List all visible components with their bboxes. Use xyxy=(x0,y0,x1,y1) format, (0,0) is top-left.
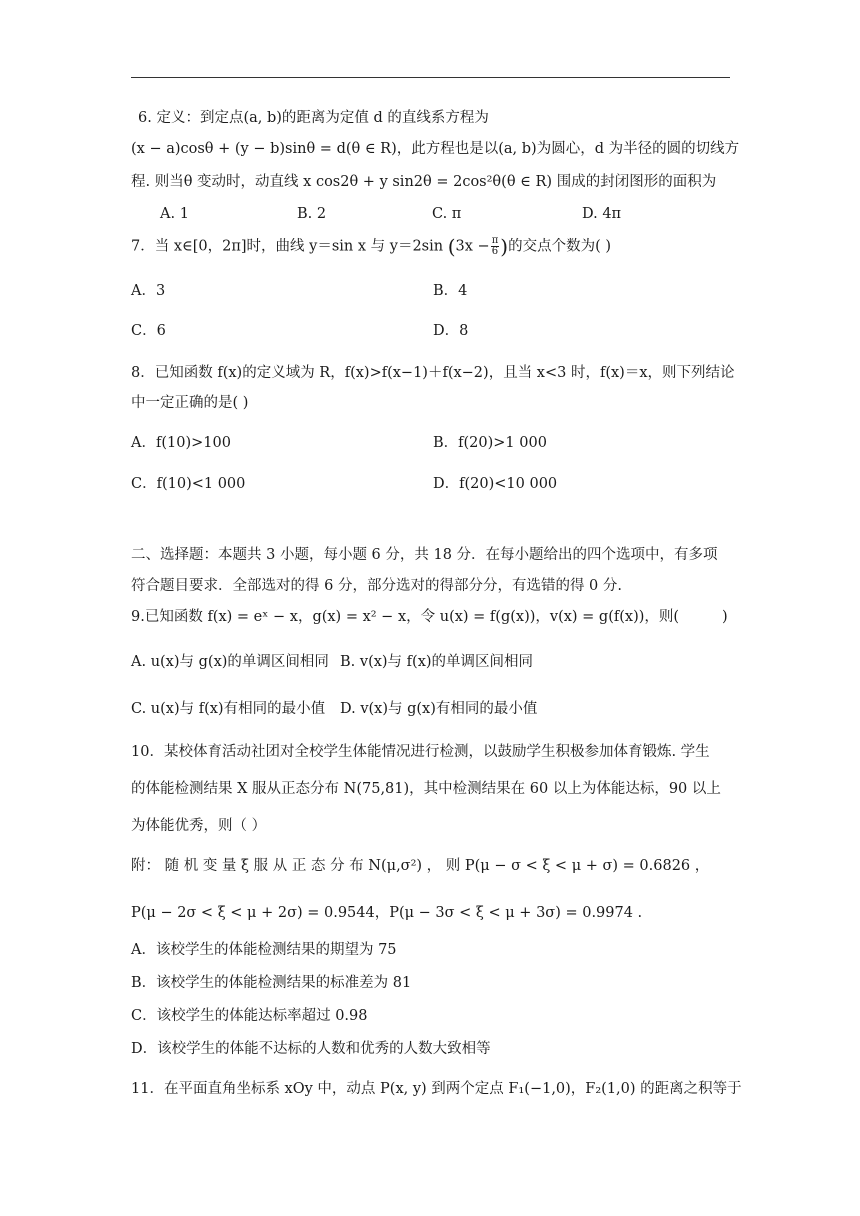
q10-option-b: B．该校学生的体能检测结果的标准差为 81 xyxy=(131,975,412,991)
q7-option-b: B．4 xyxy=(433,283,468,299)
q7-paren-close: ) xyxy=(500,234,509,259)
q8-line2: 中一定正确的是( ) xyxy=(131,395,249,411)
section2-line2: 符合题目要求．全部选对的得 6 分，部分选对的得部分分，有选错的得 0 分. xyxy=(131,578,622,594)
q7-option-a: A．3 xyxy=(131,283,166,299)
q6-option-b: B. 2 xyxy=(297,206,327,222)
q9-option-c: C. u(x)与 f(x)有相同的最小值 xyxy=(131,701,326,717)
q7-stem xyxy=(131,236,611,257)
q9-stem-end: ) xyxy=(722,609,728,625)
q6-option-c: C. π xyxy=(432,206,462,222)
q9-option-b: B. v(x)与 f(x)的单调区间相同 xyxy=(340,654,534,670)
q9-option-d: D. v(x)与 g(x)有相同的最小值 xyxy=(340,701,538,717)
q10-option-c: C．该校学生的体能达标率超过 0.98 xyxy=(131,1008,368,1024)
q7-fraction xyxy=(491,236,500,257)
q6-line1: 6. 定义：到定点(a, b)的距离为定值 d 的直线系方程为 xyxy=(138,110,489,126)
q7-stem-a: 7．当 x∈[0，2π]时，曲线 y＝sin x 与 y＝2sin xyxy=(131,238,444,255)
q10-line1: 10．某校体育活动社团对全校学生体能情况进行检测，以鼓励学生积极参加体育锻炼. 学生 xyxy=(131,744,710,760)
q8-line1: 8．已知函数 f(x)的定义域为 R，f(x)>f(x−1)＋f(x−2)，且当 x<3 时，f(x)＝x，则下列结论 xyxy=(131,365,735,381)
q6-line2: (x − a)cosθ + (y − b)sinθ = d(θ ∈ R)，此方程也是以(a, b)为圆心，d 为半径的圆的切线方 xyxy=(131,141,740,157)
q7-frac-den: 6 xyxy=(491,246,499,257)
q7-option-d: D．8 xyxy=(433,323,469,339)
q10-note1: 附： 随 机 变 量 ξ 服 从 正 态 分 布 N(μ,σ²) ， 则 P(μ − σ < ξ < μ + σ) = 0.6826 ， xyxy=(131,858,710,874)
q7-frac-num: π xyxy=(491,235,499,246)
q10-line2: 的体能检测结果 X 服从正态分布 N(75,81)，其中检测结果在 60 以上为体能达标，90 以上 xyxy=(131,781,721,797)
q7-stem-b: 的交点个数为( ) xyxy=(508,238,612,255)
q10-option-a: A．该校学生的体能检测结果的期望为 75 xyxy=(131,942,397,958)
q6-line3: 程. 则当θ 变动时，动直线 x cos2θ + y sin2θ = 2cos²θ(θ ∈ R) 围成的封闭图形的面积为 xyxy=(131,174,717,190)
q10-note2: P(μ − 2σ < ξ < μ + 2σ) = 0.9544，P(μ − 3σ < ξ < μ + 3σ) = 0.9974 . xyxy=(131,905,643,921)
q9-stem: 9.已知函数 f(x) = eˣ − x，g(x) = x² − x，令 u(x) = f(g(x))，v(x) = g(f(x))，则( xyxy=(131,609,680,625)
q8-option-a: A．f(10)>100 xyxy=(131,435,231,451)
q8-option-d: D．f(20)<10 000 xyxy=(433,476,558,492)
q7-stem-inner: 3x − xyxy=(455,238,490,255)
section2-line1: 二、选择题：本题共 3 小题，每小题 6 分，共 18 分．在每小题给出的四个选项中，有多项 xyxy=(131,547,718,563)
q6-option-a: A. 1 xyxy=(160,206,189,222)
q6-option-d: D. 4π xyxy=(582,206,622,222)
q7-paren-open: ( xyxy=(447,234,456,259)
header-rule xyxy=(131,77,730,78)
q10-option-d: D．该校学生的体能不达标的人数和优秀的人数大致相等 xyxy=(131,1041,491,1057)
q8-option-b: B．f(20)>1 000 xyxy=(433,435,547,451)
q11-line1: 11．在平面直角坐标系 xOy 中，动点 P(x, y) 到两个定点 F₁(−1,0)，F₂(1,0) 的距离之积等于 xyxy=(131,1081,742,1097)
q7-option-c: C．6 xyxy=(131,323,166,339)
q9-option-a: A. u(x)与 g(x)的单调区间相同 xyxy=(131,654,329,670)
q10-line3: 为体能优秀，则（ ） xyxy=(131,818,267,834)
q8-option-c: C．f(10)<1 000 xyxy=(131,476,246,492)
